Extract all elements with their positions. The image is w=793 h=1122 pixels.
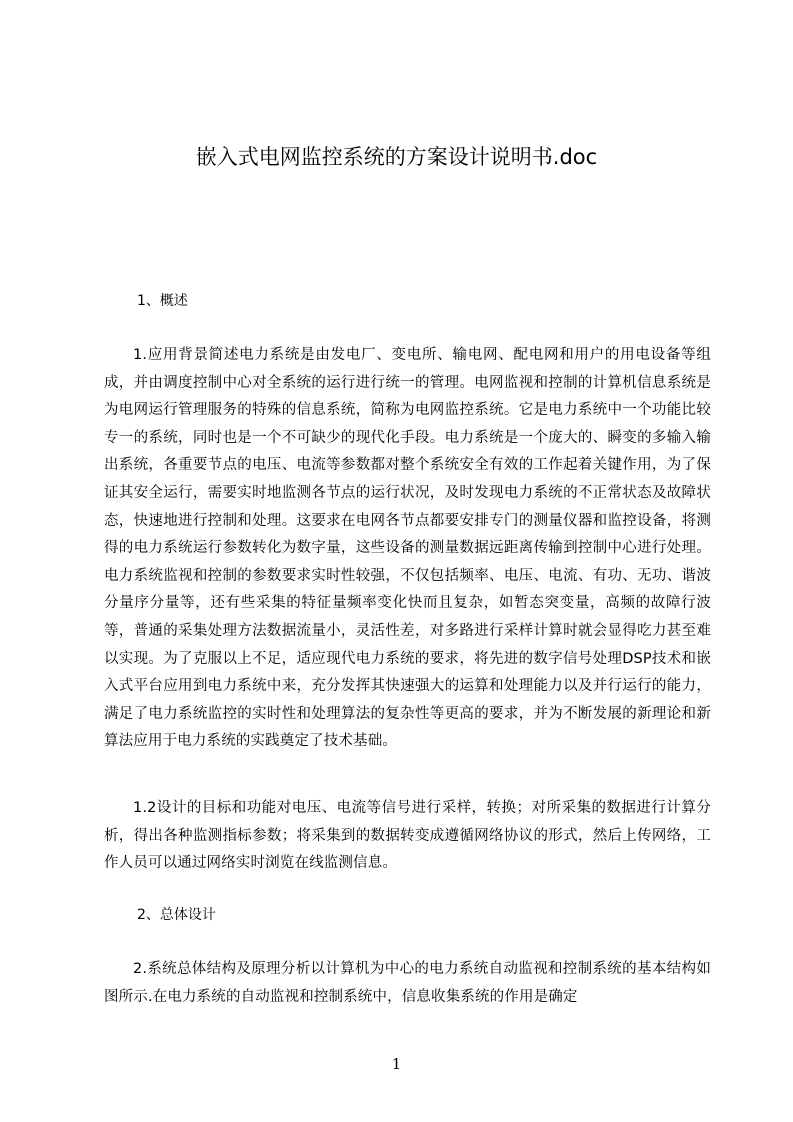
paragraph-structure: 2.系统总体结构及原理分析以计算机为中心的电力系统自动监视和控制系统的基本结构如图所示.在电力系统的自动监视和控制系统中，信息收集系统的作用是确定 bbox=[104, 961, 711, 1005]
document-title: 嵌入式电网监控系统的方案设计说明书.doc bbox=[195, 145, 598, 169]
paragraph-goals: 1.2设计的目标和功能对电压、电流等信号进行采样，转换；对所采集的数据进行计算分析，得出各种监测指标参数；将采集到的数据转变成遵循网络协议的形式，然后上传网络，工作人员可以通过网络实时浏览在线监测信息。 bbox=[104, 800, 711, 872]
section-heading-overall-design: 2、总体设计 bbox=[137, 907, 216, 923]
paragraph-background: 1.应用背景简述电力系统是由发电厂、变电所、输电网、配电网和用户的用电设备等组成，并由调度控制中心对全系统的运行进行统一的管理。电网监视和控制的计算机信息系统是为电网运行管理服务的特殊的信息系统，简称为电网监控系统。它是电力系统中一个功能比较专一的系统，同时也是一个不可缺少的现代化手段。电力系统是一个庞大的、瞬变的多输入输出系统，各重要节点的电压、电流等参数都对整个系统安全有效的工作起着关键作用，为了保证其安全运行，需要实时地监测各节点的运行状况，及时发现电力系统的不正常状态及故障状态，快速地进行控制和处理。这要求在电网各节点都要安排专门的测量仪器和监控设备，将测得的电力系统运行参数转化为数字量，这些设备的测量数据远距离传输到控制中心进行处理。电力系统监视和控制的参数要求实时性较强，不仅包括频率、电压、电流、有功、无功、谐波分量序分量等，还有些采集的特征量频率变化快而且复杂，如暂态突变量，高频的故障行波等，普通的采集处理方法数据流量小，灵活性差，对多路进行采样计算时就会显得吃力甚至难以实现。为了克服以上不足，适应现代电力系统的要求，将先进的数字信号处理DSP技术和嵌入式平台应用到电力系统中来，充分发挥其快速强大的运算和处理能力以及并行运行的能力，满足了电力系统监控的实时性和处理算法的复杂性等更高的要求，并为不断发展的新理论和新算法应用于电力系统的实践奠定了技术基础。 bbox=[104, 347, 711, 750]
page-number: 1 bbox=[391, 1055, 402, 1073]
section-heading-overview: 1、概述 bbox=[137, 293, 188, 309]
